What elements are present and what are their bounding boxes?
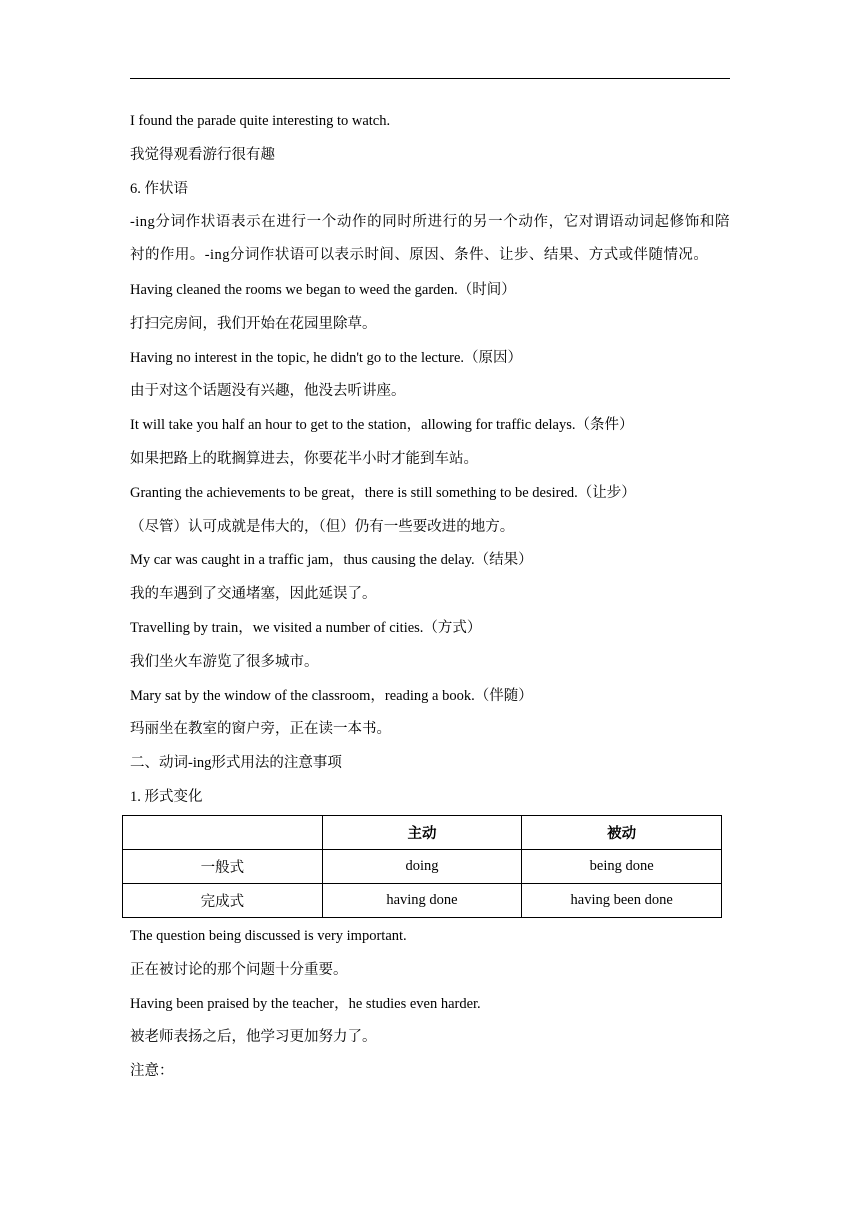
explanation-paragraph: -ing分词作状语表示在进行一个动作的同时所进行的另一个动作，它对谓语动词起修饰和陪衬的作用。-ing分词作状语可以表示时间、原因、条件、让步、结果、方式或伴随情况。: [130, 213, 730, 264]
document-body: [130, 111, 730, 821]
translation: 打扫完房间，我们开始在花园里除草。: [130, 315, 377, 332]
translation: 玛丽坐在教室的窗户旁，正在读一本书。: [130, 721, 391, 738]
table-row: [123, 850, 722, 884]
document-body-continued: [130, 926, 730, 1095]
table-cell: doing: [322, 850, 522, 884]
translation: 我的车遇到了交通堵塞，因此延误了。: [130, 586, 377, 603]
table-cell: having done: [322, 884, 522, 918]
translation: 被老师表扬之后，他学习更加努力了。: [130, 1029, 377, 1046]
form-change-table: [122, 815, 722, 918]
table-cell: being done: [522, 850, 722, 884]
example-sentence: It will take you half an hour to get to the station，allowing for traffic delays.（条件）: [130, 417, 634, 434]
table-cell: 完成式: [123, 884, 323, 918]
header-rule: [130, 78, 730, 79]
table-header-cell: 被动: [522, 816, 722, 850]
translation: 正在被讨论的那个问题十分重要。: [130, 961, 348, 978]
example-sentence: Mary sat by the window of the classroom，reading a book.（伴随）: [130, 687, 533, 704]
section-heading: 6. 作状语: [130, 180, 188, 197]
example-sentence: Having cleaned the rooms we began to weed the garden.（时间）: [130, 281, 516, 298]
table-header-row: [123, 816, 722, 850]
note-label: 注意：: [130, 1063, 174, 1080]
table-cell: 一般式: [123, 850, 323, 884]
table-header-cell: 主动: [322, 816, 522, 850]
translation: 我们坐火车游览了很多城市。: [130, 653, 319, 670]
table-cell: having been done: [522, 884, 722, 918]
subsection-heading: 1. 形式变化: [130, 788, 203, 805]
example-sentence: My car was caught in a traffic jam，thus causing the delay.（结果）: [130, 552, 533, 569]
example-sentence: Having no interest in the topic, he didn't go to the lecture.（原因）: [130, 349, 523, 366]
example-sentence: Travelling by train，we visited a number of cities.（方式）: [130, 619, 482, 636]
table-header-cell: [123, 816, 323, 850]
translation: 我觉得观看游行很有趣: [130, 146, 275, 163]
translation: （尽管）认可成就是伟大的，（但）仍有一些要改进的地方。: [130, 518, 515, 535]
translation: 如果把路上的耽搁算进去，你要花半小时才能到车站。: [130, 450, 478, 467]
example-sentence: Granting the achievements to be great，there is still something to be desired.（让步）: [130, 484, 636, 501]
example-sentence: The question being discussed is very important.: [130, 928, 407, 944]
example-sentence: Having been praised by the teacher，he studies even harder.: [130, 995, 481, 1012]
table-row: [123, 884, 722, 918]
translation: 由于对这个话题没有兴趣，他没去听讲座。: [130, 383, 406, 400]
example-sentence: I found the parade quite interesting to watch.: [130, 113, 391, 129]
section-heading: 二、动词-ing形式用法的注意事项: [130, 755, 342, 772]
